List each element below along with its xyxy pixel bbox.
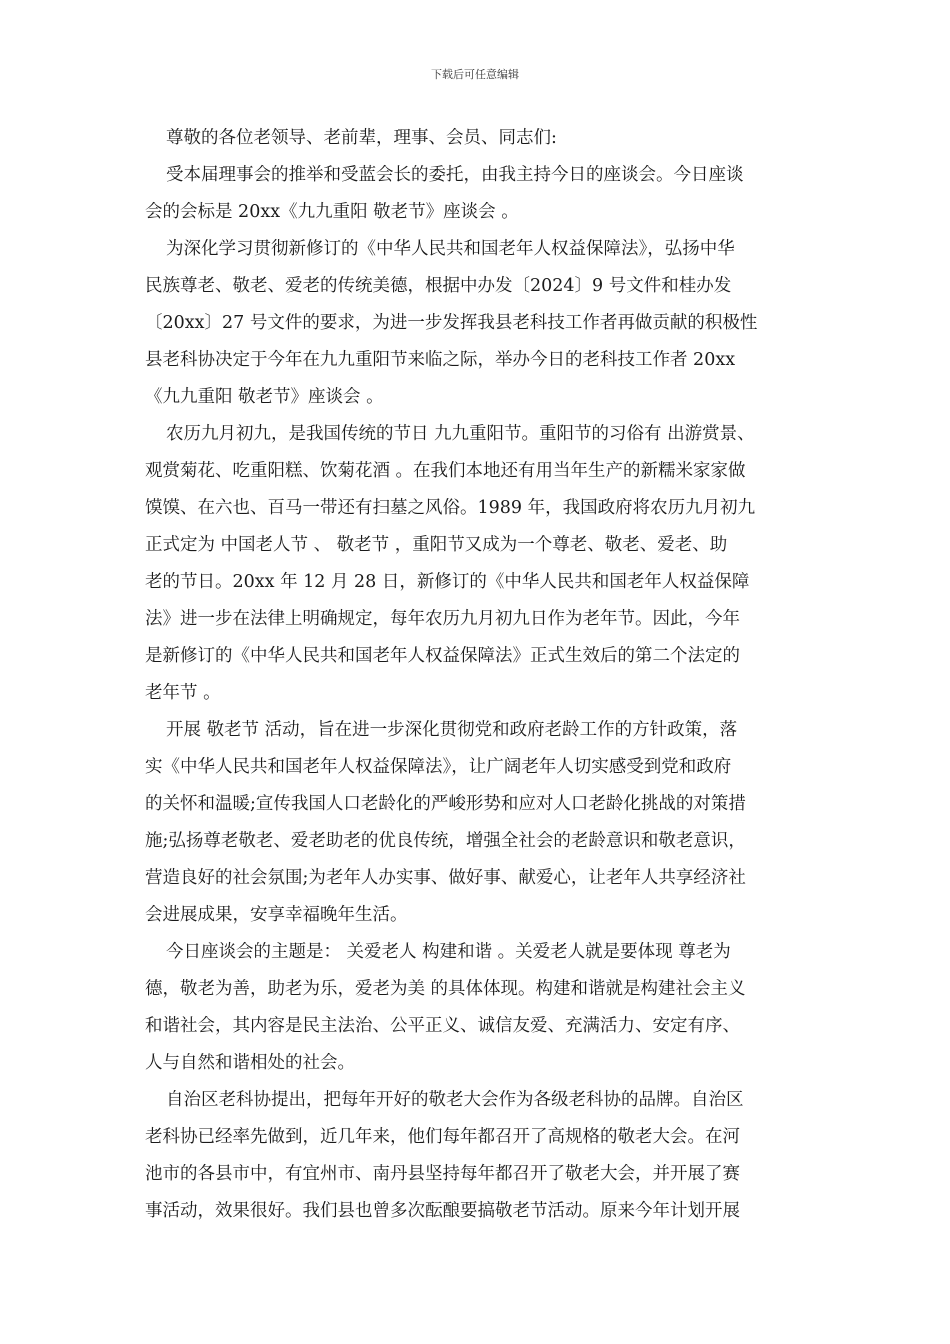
text-line: 会进展成果，安享幸福晚年生活。: [145, 905, 408, 925]
text-line: 实《中华人民共和国老年人权益保障法》，让广阔老年人切实感受到党和政府: [145, 757, 732, 777]
text-line: 自治区老科协提出，把每年开好的敬老大会作为各级老科协的品牌。自治区: [166, 1090, 744, 1110]
text-line: 开展 敬老节 活动，旨在进一步深化贯彻党和政府老龄工作的方针政策，落: [166, 720, 738, 740]
text-line: 老科协已经率先做到，近几年来，他们每年都召开了高规格的敬老大会。在河: [145, 1127, 740, 1147]
text-line: 县老科协决定于今年在九九重阳节来临之际，举办今日的老科技工作者 20xx: [145, 350, 736, 370]
text-line: 为深化学习贯彻新修订的《中华人民共和国老年人权益保障法》，弘扬中华: [166, 239, 735, 259]
text-line: 会的会标是 20xx《九九重阳 敬老节》座谈会 。: [145, 202, 519, 222]
text-line: 今日座谈会的主题是： 关爱老人 构建和谐 。关爱老人就是要体现 尊老为: [166, 942, 731, 962]
text-line: 馍馍、在六也、百马一带还有扫墓之风俗。1989 年，我国政府将农历九月初九: [145, 498, 756, 518]
text-line: 观赏菊花、吃重阳糕、饮菊花酒 。在我们本地还有用当年生产的新糯米家家做: [145, 461, 746, 481]
text-line: 《九九重阳 敬老节》座谈会 。: [145, 387, 384, 407]
text-line: 是新修订的《中华人民共和国老年人权益保障法》正式生效后的第二个法定的: [145, 646, 740, 666]
text-line: 〔20xx〕27 号文件的要求，为进一步发挥我县老科技工作者再做贡献的积极性: [145, 313, 758, 333]
text-line: 施;弘扬尊老敬老、爱老助老的优良传统，增强全社会的老龄意识和敬老意识，: [145, 831, 746, 851]
text-line: 营造良好的社会氛围;为老年人办实事、做好事、献爱心，让老年人共享经济社: [145, 868, 746, 888]
text-line: 事活动，效果很好。我们县也曾多次酝酿要搞敬老节活动。原来今年计划开展: [145, 1201, 740, 1221]
text-line: 老的节日。20xx 年 12 月 28 日，新修订的《中华人民共和国老年人权益保障: [145, 572, 750, 592]
text-line: 的关怀和温暖;宣传我国人口老龄化的严峻形势和应对人口老龄化挑战的对策措: [145, 794, 746, 814]
text-line: 尊敬的各位老领导、老前辈，理事、会员、同志们:: [166, 128, 557, 148]
page-header-note: 下载后可任意编辑: [431, 68, 519, 81]
text-line: 农历九月初九，是我国传统的节日 九九重阳节。重阳节的习俗有 出游赏景、: [166, 424, 755, 444]
text-line: 人与自然和谐相处的社会。: [145, 1053, 355, 1073]
text-line: 法》进一步在法律上明确规定，每年农历九月初九日作为老年节。因此，今年: [145, 609, 740, 629]
text-line: 池市的各县市中，有宜州市、南丹县坚持每年都召开了敬老大会，并开展了赛: [145, 1164, 740, 1184]
text-line: 民族尊老、敬老、爱老的传统美德，根据中办发〔2024〕9 号文件和桂办发: [145, 276, 732, 296]
text-line: 老年节 。: [145, 683, 221, 703]
document-body: [145, 120, 820, 1230]
text-line: 正式定为 中国老人节 、 敬老节 ，重阳节又成为一个尊老、敬老、爱老、助: [145, 535, 728, 555]
text-line: 受本届理事会的推举和受蓝会长的委托，由我主持今日的座谈会。今日座谈: [166, 165, 744, 185]
text-line: 和谐社会，其内容是民主法治、公平正义、诚信友爱、充满活力、安定有序、: [145, 1016, 740, 1036]
text-line: 德，敬老为善，助老为乐，爱老为美 的具体体现。构建和谐就是构建社会主义: [145, 979, 746, 999]
